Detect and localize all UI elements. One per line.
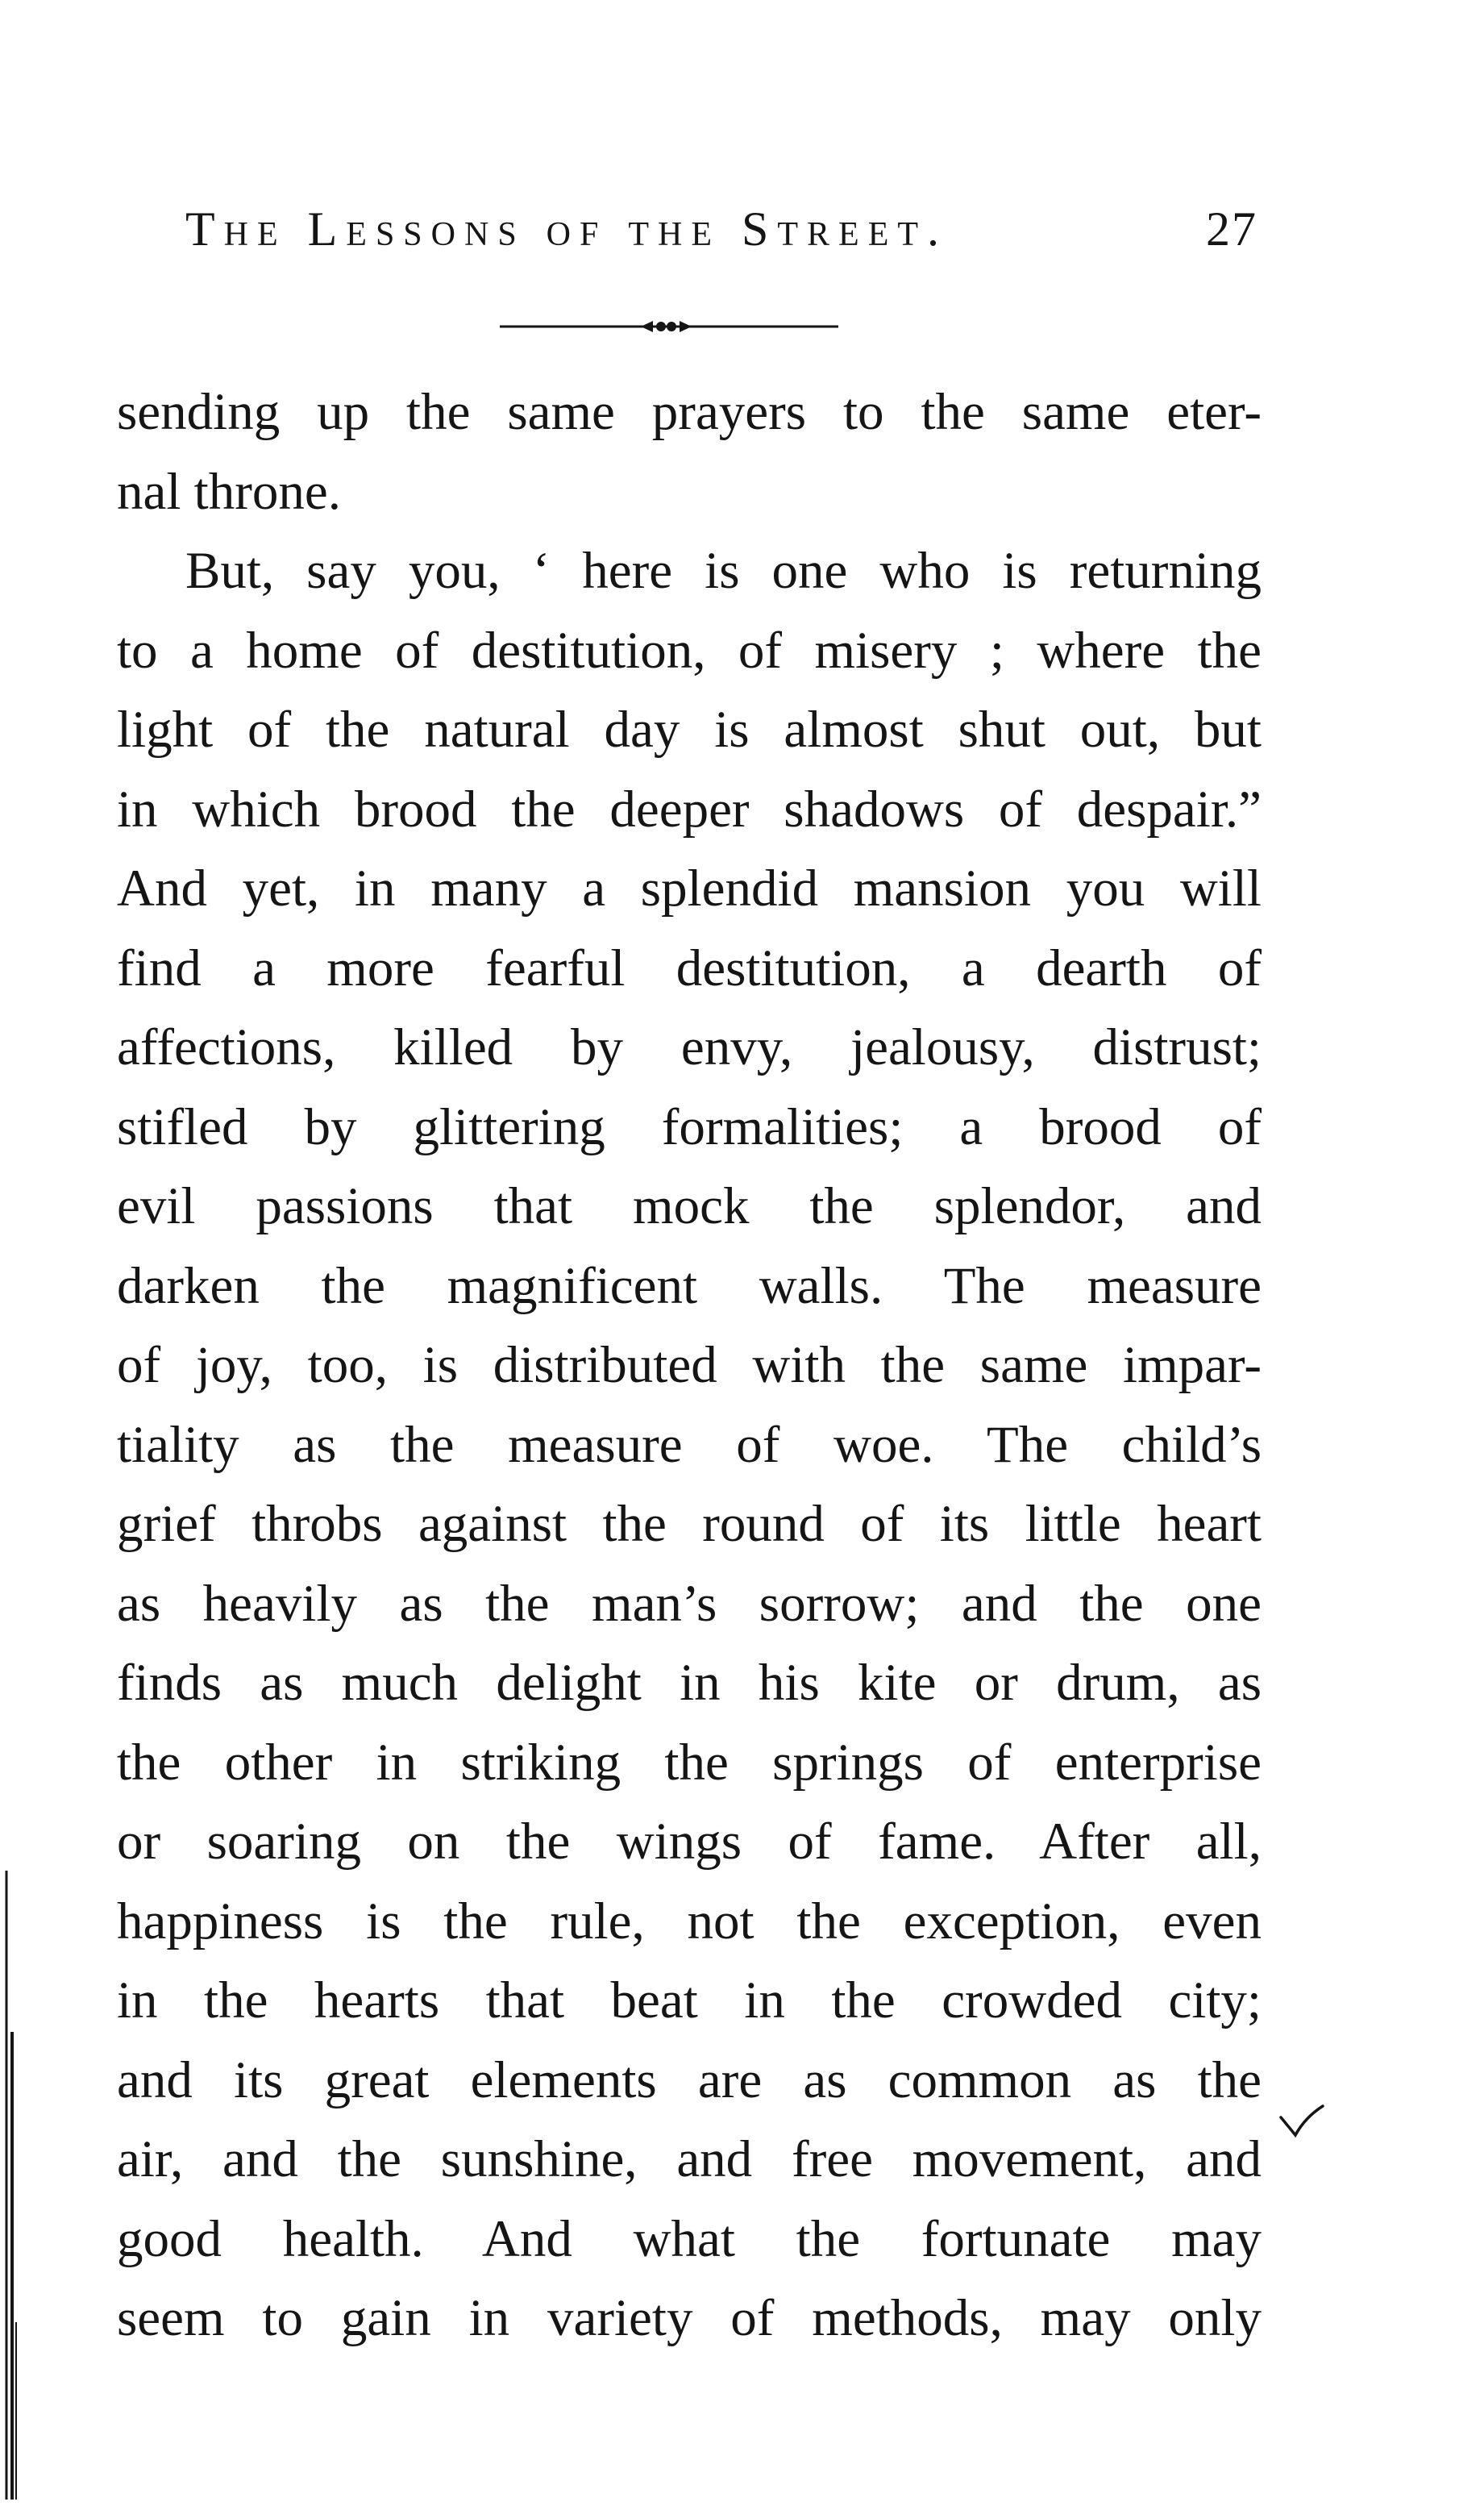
paragraph-first-line: But, say you, ‘ here is one who is returning — [185, 542, 1262, 600]
text-line: And yet, in many a splendid mansion you will — [117, 860, 1262, 918]
text-line: happiness is the rule, not the exception, even — [117, 1892, 1262, 1950]
body-text — [117, 373, 1262, 2358]
text-line: evil passions that mock the splendor, and — [117, 1177, 1262, 1235]
text-line: affections, killed by envy, jealousy, distrust; — [117, 1018, 1262, 1076]
running-head-title: The Lessons of the Street. — [185, 202, 949, 256]
text-line: stifled by glittering formalities; a brood of — [117, 1097, 1262, 1156]
text-line: the other in striking the springs of enterprise — [117, 1733, 1262, 1792]
text-line: finds as much delight in his kite or drum, as — [117, 1654, 1262, 1712]
text-line: find a more fearful destitution, a dearth of — [117, 939, 1262, 997]
dotted-rule-ornament-icon — [500, 314, 838, 339]
text-line: sending up the same prayers to the same eter- — [117, 383, 1262, 441]
text-line: seem to gain in variety of methods, may only — [117, 2289, 1262, 2347]
text-line: light of the natural day is almost shut out, but — [117, 701, 1262, 759]
text-line: in the hearts that beat in the crowded city; — [117, 1971, 1262, 2029]
text-line: tiality as the measure of woe. The child’s — [117, 1415, 1262, 1474]
text-line: nal throne. — [117, 462, 341, 521]
page-number: 27 — [1206, 202, 1257, 256]
text-line: of joy, too, is distributed with the same impar- — [117, 1336, 1262, 1394]
text-line: grief throbs against the round of its little heart — [117, 1495, 1262, 1553]
checkmark-icon — [1278, 2103, 1326, 2143]
text-line: air, and the sunshine, and free movement, and — [117, 2130, 1262, 2188]
text-line: as heavily as the man’s sorrow; and the one — [117, 1574, 1262, 1633]
text-line: to a home of destitution, of misery ; where the — [117, 621, 1262, 680]
text-line: darken the magnificent walls. The measure — [117, 1256, 1262, 1315]
text-line: and its great elements are as common as the — [117, 2050, 1262, 2109]
text-line: good health. And what the fortunate may — [117, 2209, 1262, 2268]
text-line: in which brood the deeper shadows of despair.” — [117, 780, 1262, 839]
text-line: or soaring on the wings of fame. After all, — [117, 1813, 1262, 1871]
running-head — [185, 202, 1257, 274]
binding-edge-rule-icon — [2, 1871, 21, 2500]
